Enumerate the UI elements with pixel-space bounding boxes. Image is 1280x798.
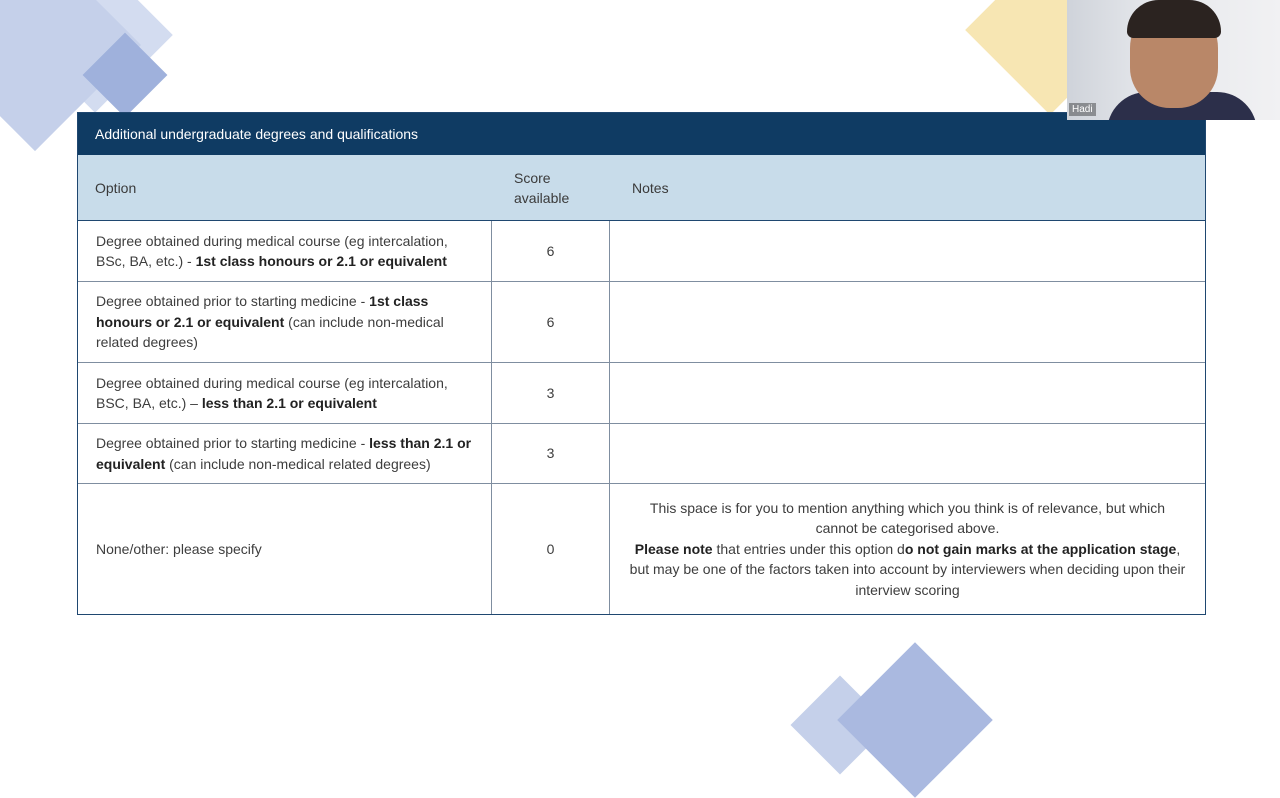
option-cell: None/other: please specify [78, 484, 492, 614]
table-row [78, 484, 1205, 614]
table-row [78, 363, 1205, 424]
option-cell: Degree obtained during medical course (eg intercalation, BSc, BA, etc.) - 1st class honours or 2.1 or equivalent [78, 221, 492, 281]
participant-video-tile[interactable] [1067, 0, 1280, 120]
table-title: Additional undergraduate degrees and qualifications [78, 113, 1205, 155]
participant-name: Hadi [1069, 103, 1096, 116]
score-cell: 6 [492, 221, 610, 281]
table-row [78, 221, 1205, 282]
notes-cell: This space is for you to mention anything which you think is of relevance, but which cannot be categorised above. Please note that entries under this option do not gain marks at the application stage, but may be one of the factors taken into account by interviewers when deciding upon their interview scoring [629, 499, 1186, 598]
decorative-diamond [837, 642, 993, 798]
notes-cell [610, 221, 1205, 281]
option-cell: Degree obtained prior to starting medicine - 1st class honours or 2.1 or equivalent (can include non-medical related degrees) [78, 282, 492, 362]
table-row [78, 282, 1205, 363]
header-score: Score available [514, 169, 570, 206]
notes-cell [610, 424, 1205, 483]
option-cell: Degree obtained during medical course (eg intercalation, BSC, BA, etc.) – less than 2.1 or equivalent [78, 363, 492, 423]
header-notes: Notes [632, 179, 669, 196]
table-header-row [78, 155, 1205, 221]
score-cell: 0 [492, 484, 610, 614]
header-option: Option [95, 179, 137, 196]
option-cell: Degree obtained prior to starting medicine - less than 2.1 or equivalent (can include non-medical related degrees) [78, 424, 492, 483]
score-cell: 6 [492, 282, 610, 362]
participant-hair [1127, 0, 1221, 38]
notes-cell [610, 282, 1205, 362]
notes-cell [610, 363, 1205, 423]
scoring-table [77, 112, 1206, 615]
score-cell: 3 [492, 424, 610, 483]
table-row [78, 424, 1205, 484]
notes-intro: This space is for you to mention anything which you think is of relevance, but which cannot be categorised above. [649, 499, 1166, 537]
score-cell: 3 [492, 363, 610, 423]
